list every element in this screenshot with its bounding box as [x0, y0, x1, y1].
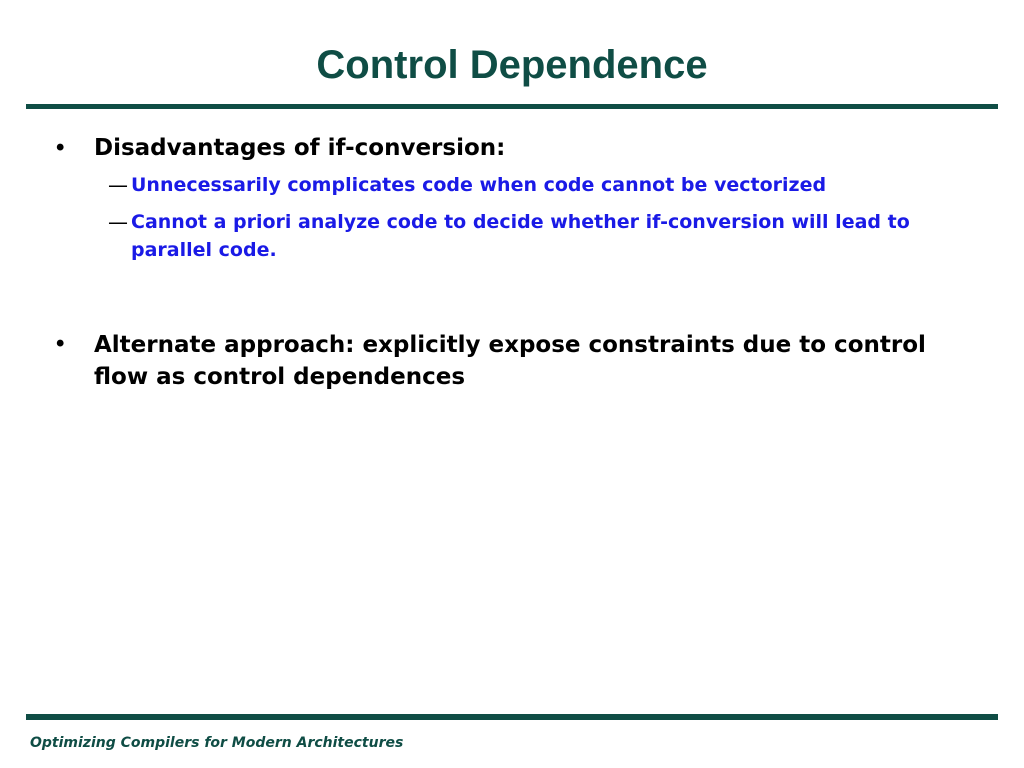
slide-title: Control Dependence — [316, 43, 708, 87]
footer-text: Optimizing Compilers for Modern Architectures — [30, 735, 404, 751]
title-divider — [26, 104, 998, 109]
bullet-text-alternate-approach: Alternate approach: explicitly expose constraints due to control flow as control dependences — [94, 332, 926, 390]
footer-divider — [26, 714, 998, 720]
subbullet-marker: — — [108, 210, 128, 234]
subbullet-marker: — — [108, 173, 128, 197]
subbullet-text-a-priori: Cannot a priori analyze code to decide whether if-conversion will lead to parallel code. — [131, 211, 910, 261]
bullet-text-disadvantages: Disadvantages of if-conversion: — [94, 135, 506, 161]
bullet-marker: • — [56, 330, 65, 357]
subbullet-text-complicates: Unnecessarily complicates code when code cannot be vectorized — [131, 174, 827, 196]
bullet-marker: • — [56, 134, 65, 161]
